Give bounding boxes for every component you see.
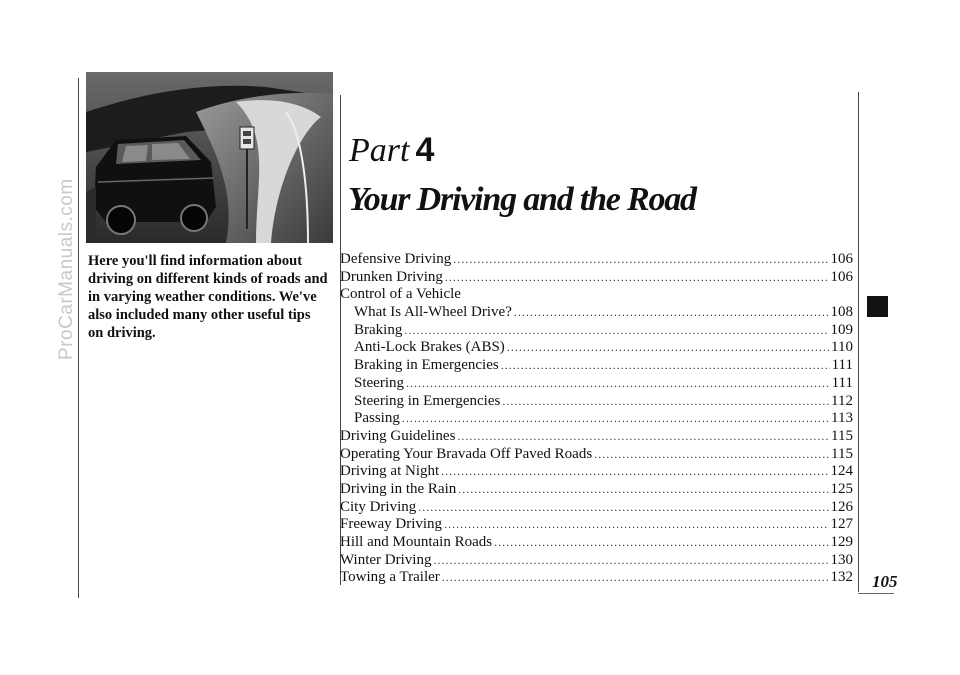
toc-entry[interactable] xyxy=(340,286,853,304)
toc-entry-page: 106 xyxy=(830,268,853,285)
toc-leader-dots xyxy=(404,322,828,340)
toc-entry-title: Towing a Trailer xyxy=(340,569,440,586)
toc-leader-dots xyxy=(501,357,830,375)
toc-entry-title: Driving in the Rain xyxy=(340,480,457,497)
toc-entry[interactable] xyxy=(340,410,853,428)
toc-entry-title: Passing xyxy=(354,410,400,427)
toc-entry-title: Steering xyxy=(354,374,404,391)
footer-rule xyxy=(858,593,894,594)
toc-entry[interactable] xyxy=(340,428,853,446)
toc-entry[interactable] xyxy=(340,481,853,499)
toc-entry-page: 115 xyxy=(831,427,853,444)
toc-leader-dots xyxy=(458,481,828,499)
toc-entry-page: 124 xyxy=(830,463,853,480)
toc-entry-title: Steering in Emergencies xyxy=(354,392,501,409)
toc-leader-dots xyxy=(402,410,829,428)
table-of-contents xyxy=(340,251,853,587)
toc-entry[interactable] xyxy=(340,569,853,587)
part-title: Your Driving and the Road xyxy=(348,181,696,218)
toc-entry[interactable] xyxy=(340,251,853,269)
section-tab-marker xyxy=(867,296,888,317)
toc-entry-page: 130 xyxy=(830,551,853,568)
toc-entry-page: 127 xyxy=(830,516,853,533)
toc-entry[interactable] xyxy=(340,516,853,534)
toc-entry[interactable] xyxy=(340,446,853,464)
toc-entry-page: 112 xyxy=(831,392,853,409)
toc-entry-title: Braking xyxy=(354,321,403,338)
toc-leader-dots xyxy=(453,251,828,269)
toc-leader-dots xyxy=(444,516,828,534)
toc-entry-page: 109 xyxy=(830,321,853,338)
toc-leader-dots xyxy=(418,499,828,517)
part-intro-caption: Here you'll find information about driving on different kinds of roads and in varying weather conditions. We've also included many other useful tips on driving. xyxy=(88,253,328,341)
toc-leader-dots xyxy=(514,304,829,322)
toc-entry-title: Freeway Driving xyxy=(340,516,443,533)
toc-leader-dots xyxy=(494,534,828,552)
toc-entry[interactable] xyxy=(340,304,853,322)
toc-entry-page: 113 xyxy=(831,410,853,427)
toc-leader-dots xyxy=(406,375,830,393)
toc-entry-page: 126 xyxy=(830,498,853,515)
toc-entry-page: 129 xyxy=(830,534,853,550)
toc-leader-dots xyxy=(507,339,829,357)
part-label xyxy=(349,130,434,171)
toc-entry-page: 111 xyxy=(831,357,853,374)
toc-entry[interactable] xyxy=(340,463,853,481)
toc-entry-title: Operating Your Bravada Off Paved Roads xyxy=(340,445,593,462)
toc-leader-dots xyxy=(433,552,828,570)
toc-leader-dots xyxy=(441,463,828,481)
page-number: 105 xyxy=(872,572,898,591)
toc-entry[interactable] xyxy=(340,534,853,552)
part-number: 4 xyxy=(415,131,435,169)
toc-entry[interactable] xyxy=(340,339,853,357)
toc-leader-dots xyxy=(445,269,829,287)
right-margin-rule xyxy=(858,92,859,592)
toc-entry-title: Winter Driving xyxy=(340,551,432,568)
toc-entry-title: What Is All-Wheel Drive? xyxy=(354,304,512,321)
toc-entry-title: Driving at Night xyxy=(340,463,440,480)
toc-entry[interactable] xyxy=(340,375,853,393)
toc-entry-title: Drunken Driving xyxy=(340,268,443,285)
toc-entry-page: 110 xyxy=(831,339,853,356)
toc-entry[interactable] xyxy=(340,552,853,570)
toc-entry-page: 108 xyxy=(830,304,853,321)
toc-entry[interactable] xyxy=(340,499,853,517)
toc-entry-title: Defensive Driving xyxy=(340,251,452,267)
left-margin-rule xyxy=(78,78,79,598)
toc-entry-page: 115 xyxy=(831,445,853,462)
toc-leader-dots xyxy=(502,393,829,411)
toc-leader-dots xyxy=(457,428,829,446)
toc-entry-title: City Driving xyxy=(340,498,417,515)
toc-leader-dots xyxy=(442,569,829,587)
toc-entry-title: Braking in Emergencies xyxy=(354,357,499,374)
toc-entry-title: Control of a Vehicle xyxy=(340,286,461,303)
toc-entry[interactable] xyxy=(340,322,853,340)
suv-on-road-photo xyxy=(86,72,333,243)
part-word: Part xyxy=(349,132,410,169)
toc-entry-page: 125 xyxy=(830,480,853,497)
toc-entry-page: 106 xyxy=(830,251,853,267)
toc-entry-title: Hill and Mountain Roads xyxy=(340,534,493,550)
toc-entry-page: 132 xyxy=(830,569,853,586)
toc-entry-page: 111 xyxy=(831,374,853,391)
toc-entry[interactable] xyxy=(340,269,853,287)
toc-entry-title: Driving Guidelines xyxy=(340,427,456,444)
toc-entry[interactable] xyxy=(340,393,853,411)
toc-entry[interactable] xyxy=(340,357,853,375)
toc-entry-title: Anti-Lock Brakes (ABS) xyxy=(354,339,505,356)
toc-leader-dots xyxy=(594,446,829,464)
